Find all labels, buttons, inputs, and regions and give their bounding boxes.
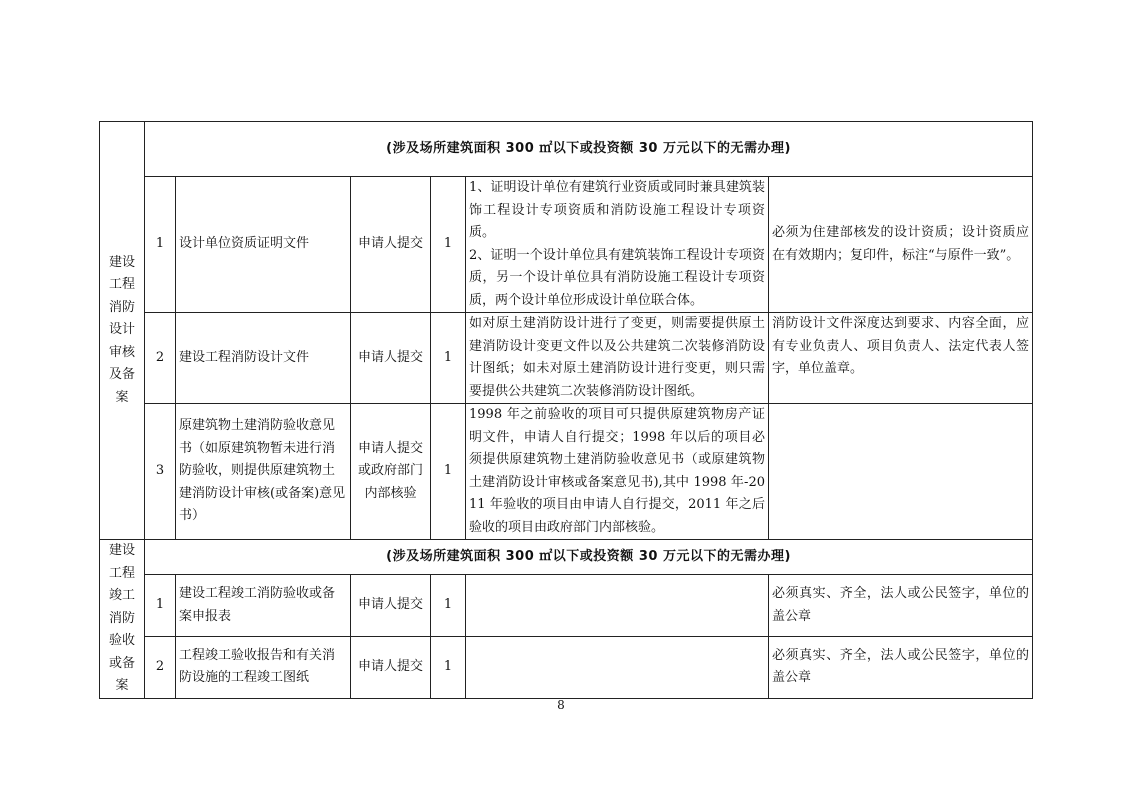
material-source: 申请人提交或政府部门内部核验 [351, 404, 431, 540]
row-number: 1 [145, 575, 176, 637]
copies-count: 1 [431, 636, 466, 698]
copies-count: 1 [431, 177, 466, 313]
document-table [99, 121, 1033, 699]
row-number: 2 [145, 313, 176, 404]
material-requirement: 必须真实、齐全，法人或公民签字，单位的盖公章 [769, 636, 1033, 698]
copies-count: 1 [431, 313, 466, 404]
material-name: 设计单位资质证明文件 [176, 177, 351, 313]
material-requirement [769, 404, 1033, 540]
copies-count: 1 [431, 404, 466, 540]
table-row [100, 404, 1033, 540]
material-source: 申请人提交 [351, 313, 431, 404]
material-name: 建设工程消防设计文件 [176, 313, 351, 404]
material-description [466, 636, 769, 698]
material-name: 建设工程竣工消防验收或备案申报表 [176, 575, 351, 637]
section2-header: (涉及场所建筑面积 300 ㎡以下或投资额 30 万元以下的无需办理) [145, 540, 1033, 575]
section1-category: 建设工程消防设计审核及备案 [100, 122, 145, 540]
copies-count: 1 [431, 575, 466, 637]
material-requirement: 消防设计文件深度达到要求、内容全面，应有专业负责人、项目负责人、法定代表人签字，单位盖章。 [769, 313, 1033, 404]
table-row [100, 575, 1033, 637]
table-row [100, 177, 1033, 313]
table-row [100, 313, 1033, 404]
material-description: 1998 年之前验收的项目可只提供原建筑物房产证明文件，申请人自行提交；1998 年以后的项目必须提供原建筑物土建消防验收意见书（或原建筑物土建消防设计审核或备案意见书),其中 1998 年-2011 年验收的项目由申请人自行提交，2011 年之后验收的项目由政府部门内部核验。 [466, 404, 769, 540]
row-number: 2 [145, 636, 176, 698]
row-number: 1 [145, 177, 176, 313]
section1-header-row [100, 122, 1033, 177]
material-name: 工程竣工验收报告和有关消防设施的工程竣工图纸 [176, 636, 351, 698]
material-requirement: 必须为住建部核发的设计资质；设计资质应在有效期内；复印件，标注“与原件一致”。 [769, 177, 1033, 313]
table-row [100, 636, 1033, 698]
section2-header-row [100, 540, 1033, 575]
material-source: 申请人提交 [351, 177, 431, 313]
row-number: 3 [145, 404, 176, 540]
section1-header: (涉及场所建筑面积 300 ㎡以下或投资额 30 万元以下的无需办理) [145, 122, 1033, 177]
material-description: 1、证明设计单位有建筑行业资质或同时兼具建筑装饰工程设计专项资质和消防设施工程设计专项资质。 2、证明一个设计单位具有建筑装饰工程设计专项资质，另一个设计单位具有消防设施工程设计专项资质，两个设计单位形成设计单位联合体。 [466, 177, 769, 313]
material-requirement: 必须真实、齐全，法人或公民签字，单位的盖公章 [769, 575, 1033, 637]
material-source: 申请人提交 [351, 575, 431, 637]
material-description: 如对原土建消防设计进行了变更，则需要提供原土建消防设计变更文件以及公共建筑二次装修消防设计图纸；如未对原土建消防设计进行变更，则只需要提供公共建筑二次装修消防设计图纸。 [466, 313, 769, 404]
section2-category: 建设工程竣工消防验收或备案 [100, 540, 145, 699]
material-name: 原建筑物土建消防验收意见书（如原建筑物暂未进行消防验收，则提供原建筑物土建消防设计审核(或备案)意见书） [176, 404, 351, 540]
material-source: 申请人提交 [351, 636, 431, 698]
material-description [466, 575, 769, 637]
page-number: 8 [557, 698, 565, 712]
